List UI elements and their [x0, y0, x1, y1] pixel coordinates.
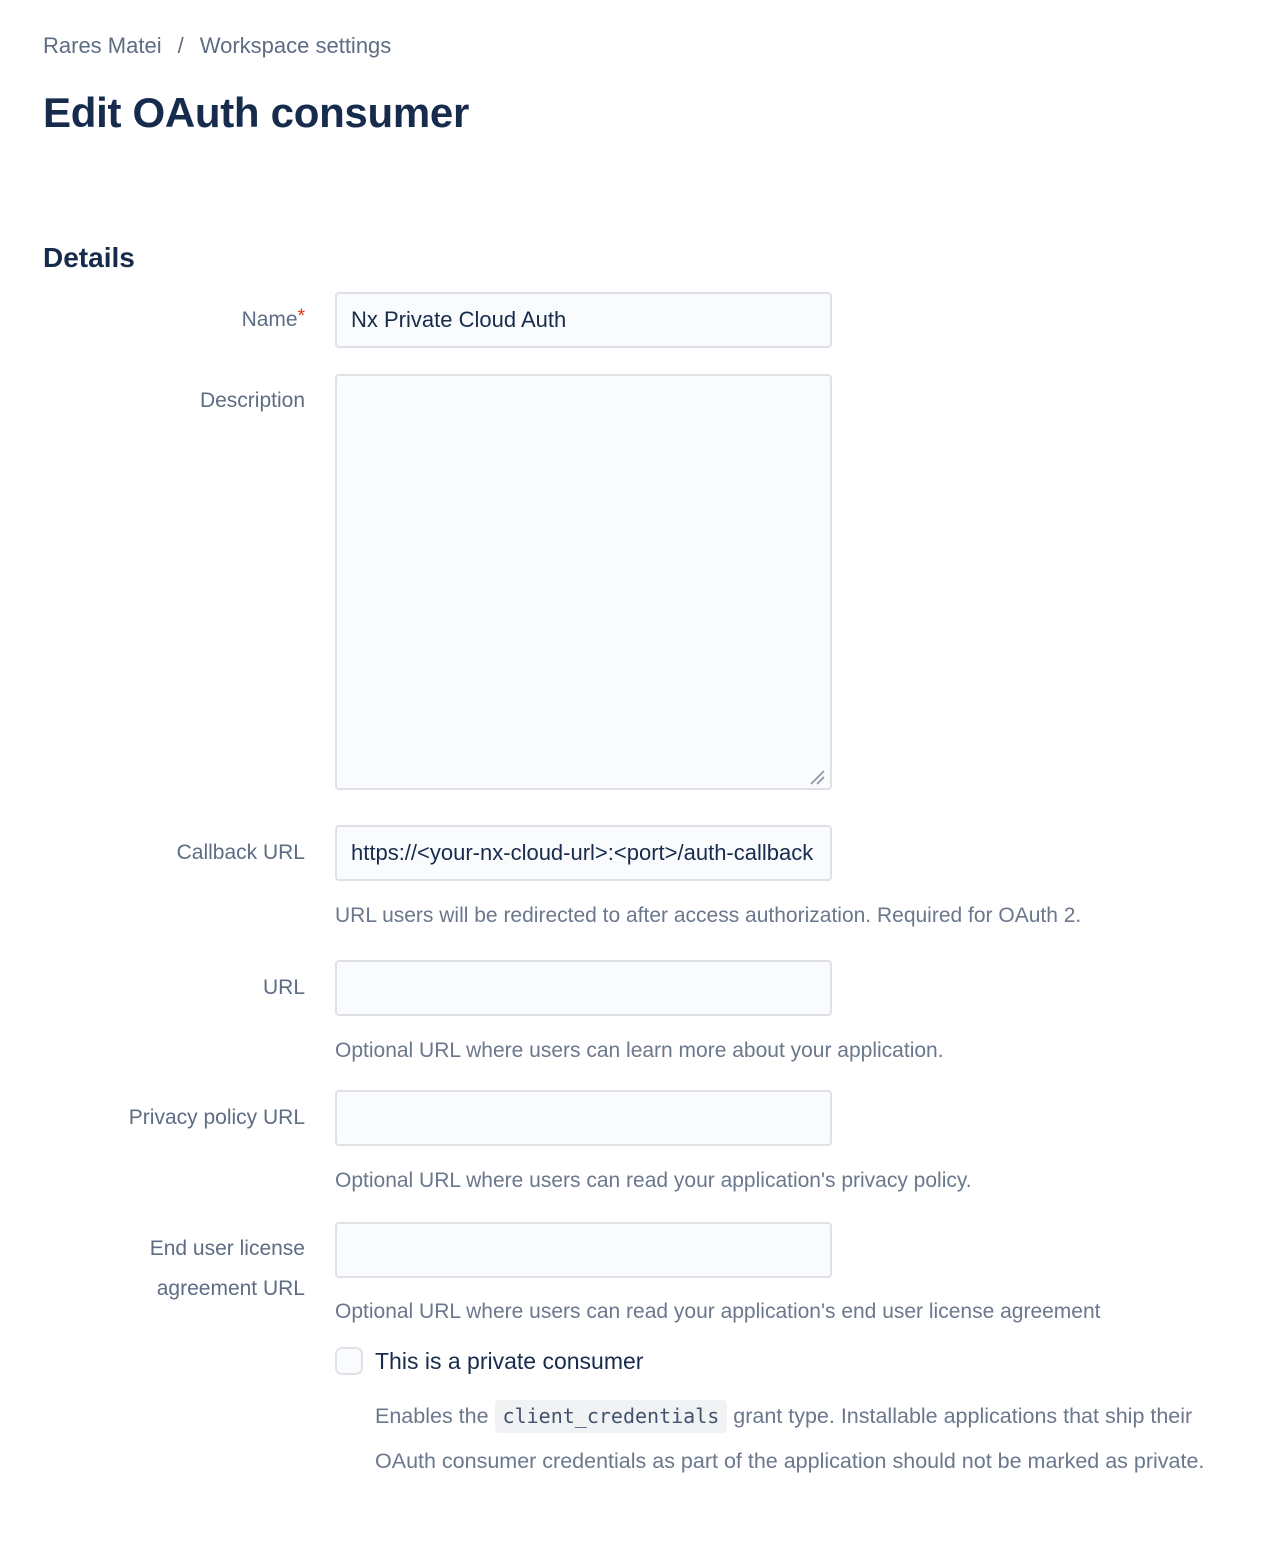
private-consumer-checkbox-label[interactable]: This is a private consumer: [375, 1348, 644, 1374]
description-textarea[interactable]: [335, 374, 832, 790]
private-consumer-helper-text: Enables the client_credentials grant type. Installable applications that ship their OAuth consumer credentials as part of the application should not be marked as private.: [335, 1394, 1215, 1484]
private-consumer-row: [43, 1347, 1235, 1484]
name-label: Name*: [241, 306, 305, 331]
textarea-resize-handle[interactable]: [807, 767, 825, 785]
privacy-policy-url-field-row: [43, 1090, 1235, 1194]
breadcrumb-separator: /: [177, 33, 184, 58]
callback-url-label: Callback URL: [176, 841, 305, 864]
eula-url-input[interactable]: [335, 1222, 832, 1278]
privacy-policy-url-input[interactable]: [335, 1090, 832, 1146]
callback-url-helper-text: URL users will be redirected to after access authorization. Required for OAuth 2.: [335, 904, 1082, 927]
name-input[interactable]: [335, 292, 832, 348]
url-helper-text: Optional URL where users can learn more about your application.: [335, 1039, 944, 1062]
breadcrumb-settings-link[interactable]: Workspace settings: [199, 33, 392, 58]
page-title: Edit OAuth consumer: [43, 89, 469, 136]
name-field-row: [43, 292, 1235, 348]
required-asterisk: *: [297, 306, 305, 327]
details-section-heading: Details: [43, 242, 135, 273]
private-consumer-checkbox[interactable]: [335, 1347, 363, 1375]
private-consumer-checkbox-row: [335, 1347, 1235, 1375]
privacy-policy-url-label: Privacy policy URL: [128, 1106, 305, 1129]
eula-url-label: End user license agreement URL: [149, 1237, 305, 1300]
privacy-policy-url-helper-text: Optional URL where users can read your application's privacy policy.: [335, 1169, 972, 1192]
breadcrumb: [43, 33, 1235, 59]
url-field-row: [43, 960, 1235, 1064]
url-label: URL: [262, 976, 305, 999]
callback-url-input[interactable]: [335, 825, 832, 881]
breadcrumb-workspace-link[interactable]: Rares Matei: [43, 33, 162, 58]
description-label: Description: [199, 389, 305, 412]
client-credentials-code: client_credentials: [495, 1400, 728, 1433]
eula-url-helper-text: Optional URL where users can read your application's end user license agreement: [335, 1300, 1101, 1323]
callback-url-field-row: [43, 825, 1235, 929]
eula-url-field-row: [43, 1222, 1235, 1325]
url-input[interactable]: [335, 960, 832, 1016]
description-field-row: [43, 374, 1235, 795]
oauth-consumer-form: [43, 292, 1235, 1484]
